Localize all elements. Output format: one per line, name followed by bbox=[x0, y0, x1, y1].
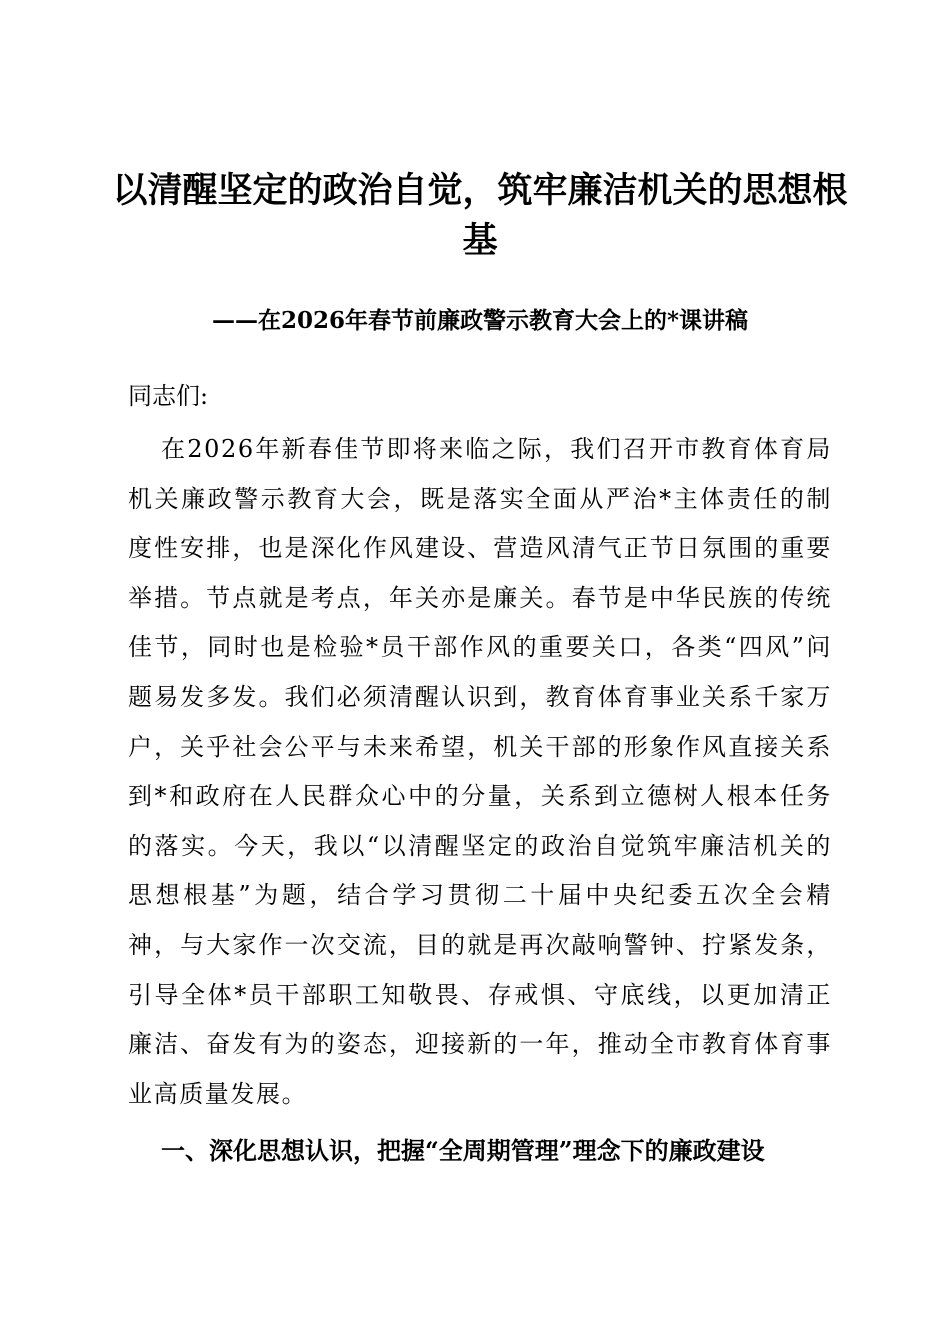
document-title: 以清醒坚定的政治自觉，筑牢廉洁机关的思想根基 bbox=[112, 170, 848, 261]
document-subtitle: ——在2026年春节前廉政警示教育大会上的*课讲稿 bbox=[211, 307, 749, 334]
salutation: 同志们: bbox=[128, 382, 209, 410]
section-heading-1: 一、深化思想认识，把握“全周期管理”理念下的廉政建设 bbox=[161, 1136, 765, 1165]
body-paragraph: 在2026年新春佳节即将来临之际，我们召开市教育体育局机关廉政警示教育大会，既是落实全面从严治*主体责任的制度性安排，也是深化作风建设、营造风清气正节日氛围的重要举措。节点就是考点，年关亦是廉关。春节是中华民族的传统佳节，同时也是检验*员干部作风的重要关口，各类“四风”问题易发多发。我们必须清醒认识到，教育体育事业关系千家万户，关乎社会公平与未来希望，机关干部的形象作风直接关系到*和政府在人民群众心中的分量，关系到立德树人根本任务的落实。今天，我以“以清醒坚定的政治自觉筑牢廉洁机关的思想根基”为题，结合学习贯彻二十届中央纪委五次全会精神，与大家作一次交流，目的就是再次敲响警钟、拧紧发条，引导全体*员干部职工知敬畏、存戒惧、守底线，以更加清正廉洁、奋发有为的姿态，迎接新的一年，推动全市教育体育事业高质量发展。 bbox=[128, 435, 832, 1108]
